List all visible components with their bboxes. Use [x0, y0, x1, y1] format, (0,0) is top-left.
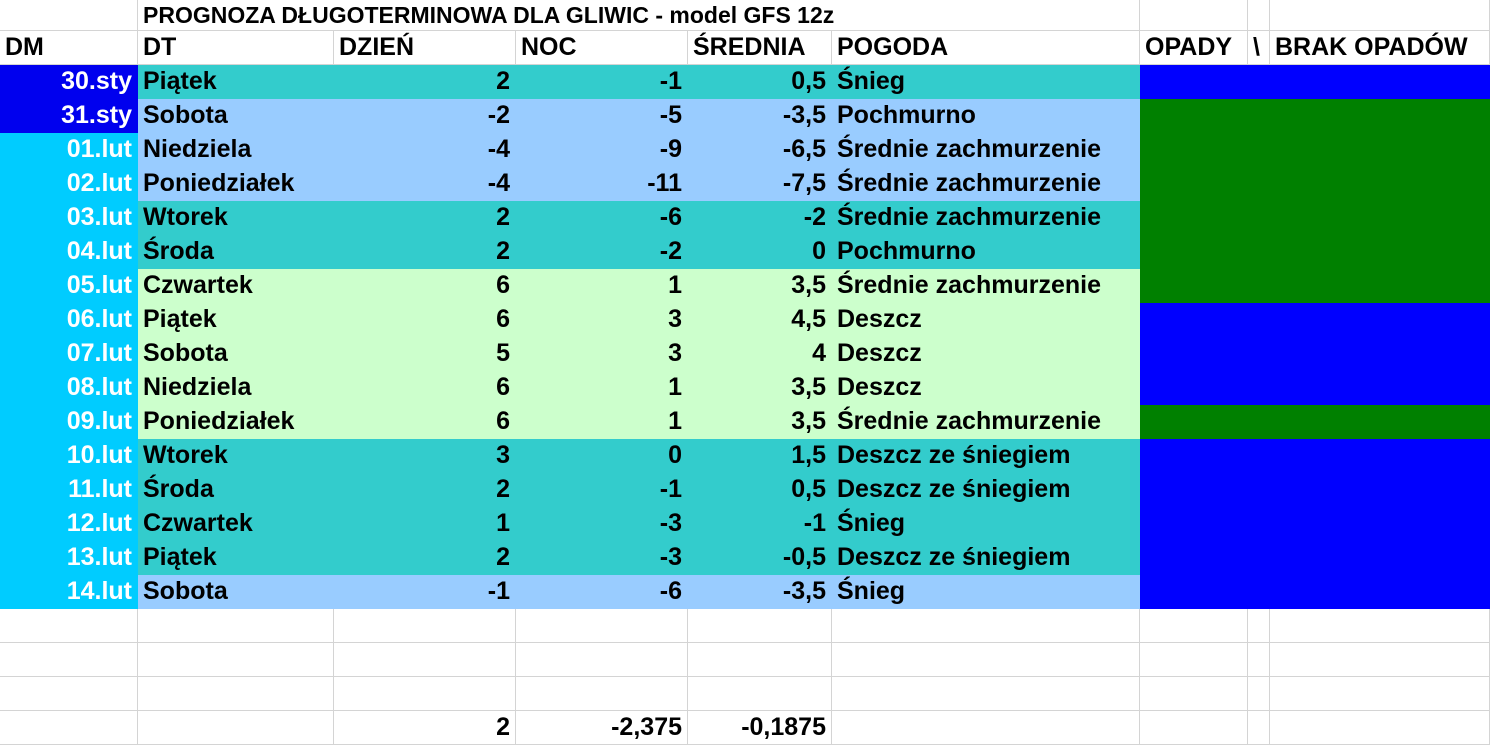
- weather-cell[interactable]: Śnieg: [832, 65, 1140, 99]
- weather-cell[interactable]: Deszcz: [832, 371, 1140, 405]
- day-name-cell[interactable]: Poniedziałek: [138, 405, 334, 439]
- weather-cell[interactable]: Deszcz ze śniegiem: [832, 439, 1140, 473]
- day-temp-cell[interactable]: 5: [334, 337, 516, 371]
- night-temp-cell[interactable]: 3: [516, 337, 688, 371]
- header-brak-opadow[interactable]: BRAK OPADÓW: [1270, 31, 1490, 65]
- weather-cell[interactable]: Śnieg: [832, 507, 1140, 541]
- date-cell[interactable]: 04.lut: [0, 235, 138, 269]
- empty-cell[interactable]: [1140, 677, 1248, 711]
- night-temp-cell[interactable]: -2: [516, 235, 688, 269]
- avg-temp-cell[interactable]: -0,5: [688, 541, 832, 575]
- day-name-cell[interactable]: Środa: [138, 473, 334, 507]
- weather-cell[interactable]: Deszcz ze śniegiem: [832, 473, 1140, 507]
- date-cell[interactable]: 14.lut: [0, 575, 138, 609]
- day-name-cell[interactable]: Piątek: [138, 303, 334, 337]
- day-name-cell[interactable]: Niedziela: [138, 133, 334, 167]
- avg-temp-cell[interactable]: 4,5: [688, 303, 832, 337]
- precipitation-indicator-cell[interactable]: [1140, 575, 1490, 609]
- precipitation-indicator-cell[interactable]: [1140, 337, 1490, 371]
- night-temp-cell[interactable]: -6: [516, 201, 688, 235]
- summary-night-avg[interactable]: -2,375: [516, 711, 688, 745]
- night-temp-cell[interactable]: -6: [516, 575, 688, 609]
- header-dt[interactable]: DT: [138, 31, 334, 65]
- header-noc[interactable]: NOC: [516, 31, 688, 65]
- weather-cell[interactable]: Deszcz: [832, 303, 1140, 337]
- empty-cell[interactable]: [516, 677, 688, 711]
- header-dzien[interactable]: DZIEŃ: [334, 31, 516, 65]
- weather-cell[interactable]: Pochmurno: [832, 99, 1140, 133]
- avg-temp-cell[interactable]: 3,5: [688, 405, 832, 439]
- summary-mean-avg[interactable]: -0,1875: [688, 711, 832, 745]
- date-cell[interactable]: 31.sty: [0, 99, 138, 133]
- date-cell[interactable]: 30.sty: [0, 65, 138, 99]
- day-temp-cell[interactable]: -2: [334, 99, 516, 133]
- day-name-cell[interactable]: Piątek: [138, 65, 334, 99]
- night-temp-cell[interactable]: -5: [516, 99, 688, 133]
- date-cell[interactable]: 06.lut: [0, 303, 138, 337]
- empty-cell[interactable]: [832, 711, 1140, 745]
- date-cell[interactable]: 12.lut: [0, 507, 138, 541]
- empty-cell[interactable]: [1140, 609, 1248, 643]
- empty-cell[interactable]: [1140, 643, 1248, 677]
- day-temp-cell[interactable]: 2: [334, 541, 516, 575]
- day-temp-cell[interactable]: -4: [334, 167, 516, 201]
- date-cell[interactable]: 05.lut: [0, 269, 138, 303]
- weather-cell[interactable]: Śnieg: [832, 575, 1140, 609]
- precipitation-indicator-cell[interactable]: [1140, 371, 1490, 405]
- empty-cell[interactable]: [1248, 0, 1270, 31]
- empty-cell[interactable]: [334, 677, 516, 711]
- avg-temp-cell[interactable]: 0,5: [688, 473, 832, 507]
- precipitation-indicator-cell[interactable]: [1140, 235, 1490, 269]
- night-temp-cell[interactable]: 3: [516, 303, 688, 337]
- empty-cell[interactable]: [832, 609, 1140, 643]
- avg-temp-cell[interactable]: -2: [688, 201, 832, 235]
- day-temp-cell[interactable]: 2: [334, 201, 516, 235]
- date-cell[interactable]: 07.lut: [0, 337, 138, 371]
- precipitation-indicator-cell[interactable]: [1140, 405, 1490, 439]
- day-temp-cell[interactable]: 3: [334, 439, 516, 473]
- day-name-cell[interactable]: Sobota: [138, 99, 334, 133]
- weather-cell[interactable]: Średnie zachmurzenie: [832, 133, 1140, 167]
- day-name-cell[interactable]: Sobota: [138, 575, 334, 609]
- empty-cell[interactable]: [1270, 643, 1490, 677]
- header-opady[interactable]: OPADY: [1140, 31, 1248, 65]
- empty-cell[interactable]: [516, 609, 688, 643]
- header-separator[interactable]: \: [1248, 31, 1270, 65]
- empty-cell[interactable]: [1248, 711, 1270, 745]
- day-temp-cell[interactable]: 6: [334, 371, 516, 405]
- day-name-cell[interactable]: Niedziela: [138, 371, 334, 405]
- night-temp-cell[interactable]: 1: [516, 269, 688, 303]
- empty-cell[interactable]: [0, 711, 138, 745]
- avg-temp-cell[interactable]: -3,5: [688, 575, 832, 609]
- avg-temp-cell[interactable]: 3,5: [688, 371, 832, 405]
- precipitation-indicator-cell[interactable]: [1140, 473, 1490, 507]
- date-cell[interactable]: 09.lut: [0, 405, 138, 439]
- empty-cell[interactable]: [138, 643, 334, 677]
- date-cell[interactable]: 01.lut: [0, 133, 138, 167]
- empty-cell[interactable]: [688, 643, 832, 677]
- night-temp-cell[interactable]: -11: [516, 167, 688, 201]
- date-cell[interactable]: 11.lut: [0, 473, 138, 507]
- sheet-title: PROGNOZA DŁUGOTERMINOWA DLA GLIWIC - model GFS 12z: [138, 0, 1140, 31]
- date-cell[interactable]: 13.lut: [0, 541, 138, 575]
- day-name-cell[interactable]: Czwartek: [138, 269, 334, 303]
- empty-cell[interactable]: [0, 0, 138, 31]
- empty-cell[interactable]: [688, 609, 832, 643]
- day-temp-cell[interactable]: 2: [334, 235, 516, 269]
- empty-cell[interactable]: [1270, 609, 1490, 643]
- day-temp-cell[interactable]: 2: [334, 473, 516, 507]
- precipitation-indicator-cell[interactable]: [1140, 303, 1490, 337]
- night-temp-cell[interactable]: 1: [516, 371, 688, 405]
- avg-temp-cell[interactable]: 0,5: [688, 65, 832, 99]
- empty-cell[interactable]: [516, 643, 688, 677]
- avg-temp-cell[interactable]: -1: [688, 507, 832, 541]
- day-temp-cell[interactable]: -4: [334, 133, 516, 167]
- empty-cell[interactable]: [1270, 677, 1490, 711]
- avg-temp-cell[interactable]: -3,5: [688, 99, 832, 133]
- empty-cell[interactable]: [1140, 0, 1248, 31]
- empty-cell[interactable]: [1248, 609, 1270, 643]
- empty-cell[interactable]: [0, 643, 138, 677]
- night-temp-cell[interactable]: -3: [516, 541, 688, 575]
- day-name-cell[interactable]: Poniedziałek: [138, 167, 334, 201]
- day-name-cell[interactable]: Środa: [138, 235, 334, 269]
- day-temp-cell[interactable]: 6: [334, 405, 516, 439]
- date-cell[interactable]: 08.lut: [0, 371, 138, 405]
- date-cell[interactable]: 10.lut: [0, 439, 138, 473]
- empty-cell[interactable]: [0, 609, 138, 643]
- header-dm[interactable]: DM: [0, 31, 138, 65]
- date-cell[interactable]: 03.lut: [0, 201, 138, 235]
- weather-cell[interactable]: Średnie zachmurzenie: [832, 201, 1140, 235]
- avg-temp-cell[interactable]: 1,5: [688, 439, 832, 473]
- empty-cell[interactable]: [334, 609, 516, 643]
- night-temp-cell[interactable]: -1: [516, 65, 688, 99]
- day-name-cell[interactable]: Piątek: [138, 541, 334, 575]
- avg-temp-cell[interactable]: 4: [688, 337, 832, 371]
- empty-cell[interactable]: [832, 677, 1140, 711]
- weather-cell[interactable]: Średnie zachmurzenie: [832, 405, 1140, 439]
- precipitation-indicator-cell[interactable]: [1140, 65, 1490, 99]
- header-pogoda[interactable]: POGODA: [832, 31, 1140, 65]
- night-temp-cell[interactable]: -9: [516, 133, 688, 167]
- precipitation-indicator-cell[interactable]: [1140, 541, 1490, 575]
- avg-temp-cell[interactable]: -7,5: [688, 167, 832, 201]
- empty-cell[interactable]: [0, 677, 138, 711]
- night-temp-cell[interactable]: -3: [516, 507, 688, 541]
- empty-cell[interactable]: [1270, 711, 1490, 745]
- empty-cell[interactable]: [1140, 711, 1248, 745]
- weather-cell[interactable]: Pochmurno: [832, 235, 1140, 269]
- empty-cell[interactable]: [688, 677, 832, 711]
- day-temp-cell[interactable]: 6: [334, 303, 516, 337]
- day-temp-cell[interactable]: 2: [334, 65, 516, 99]
- day-temp-cell[interactable]: 1: [334, 507, 516, 541]
- precipitation-indicator-cell[interactable]: [1140, 507, 1490, 541]
- date-cell[interactable]: 02.lut: [0, 167, 138, 201]
- weather-cell[interactable]: Średnie zachmurzenie: [832, 269, 1140, 303]
- precipitation-indicator-cell[interactable]: [1140, 439, 1490, 473]
- precipitation-indicator-cell[interactable]: [1140, 201, 1490, 235]
- weather-cell[interactable]: Średnie zachmurzenie: [832, 167, 1140, 201]
- avg-temp-cell[interactable]: 3,5: [688, 269, 832, 303]
- precipitation-indicator-cell[interactable]: [1140, 269, 1490, 303]
- empty-cell[interactable]: [832, 643, 1140, 677]
- empty-cell[interactable]: [138, 609, 334, 643]
- precipitation-indicator-cell[interactable]: [1140, 167, 1490, 201]
- day-name-cell[interactable]: Sobota: [138, 337, 334, 371]
- avg-temp-cell[interactable]: 0: [688, 235, 832, 269]
- empty-cell[interactable]: [138, 677, 334, 711]
- day-name-cell[interactable]: Wtorek: [138, 201, 334, 235]
- precipitation-indicator-cell[interactable]: [1140, 133, 1490, 167]
- empty-cell[interactable]: [138, 711, 334, 745]
- night-temp-cell[interactable]: 0: [516, 439, 688, 473]
- precipitation-indicator-cell[interactable]: [1140, 99, 1490, 133]
- avg-temp-cell[interactable]: -6,5: [688, 133, 832, 167]
- day-temp-cell[interactable]: -1: [334, 575, 516, 609]
- day-name-cell[interactable]: Czwartek: [138, 507, 334, 541]
- empty-cell[interactable]: [1248, 643, 1270, 677]
- empty-cell[interactable]: [334, 643, 516, 677]
- summary-day-avg[interactable]: 2: [334, 711, 516, 745]
- weather-cell[interactable]: Deszcz ze śniegiem: [832, 541, 1140, 575]
- empty-cell[interactable]: [1248, 677, 1270, 711]
- day-temp-cell[interactable]: 6: [334, 269, 516, 303]
- night-temp-cell[interactable]: 1: [516, 405, 688, 439]
- empty-cell[interactable]: [1270, 0, 1490, 31]
- day-name-cell[interactable]: Wtorek: [138, 439, 334, 473]
- header-srednia[interactable]: ŚREDNIA: [688, 31, 832, 65]
- night-temp-cell[interactable]: -1: [516, 473, 688, 507]
- weather-cell[interactable]: Deszcz: [832, 337, 1140, 371]
